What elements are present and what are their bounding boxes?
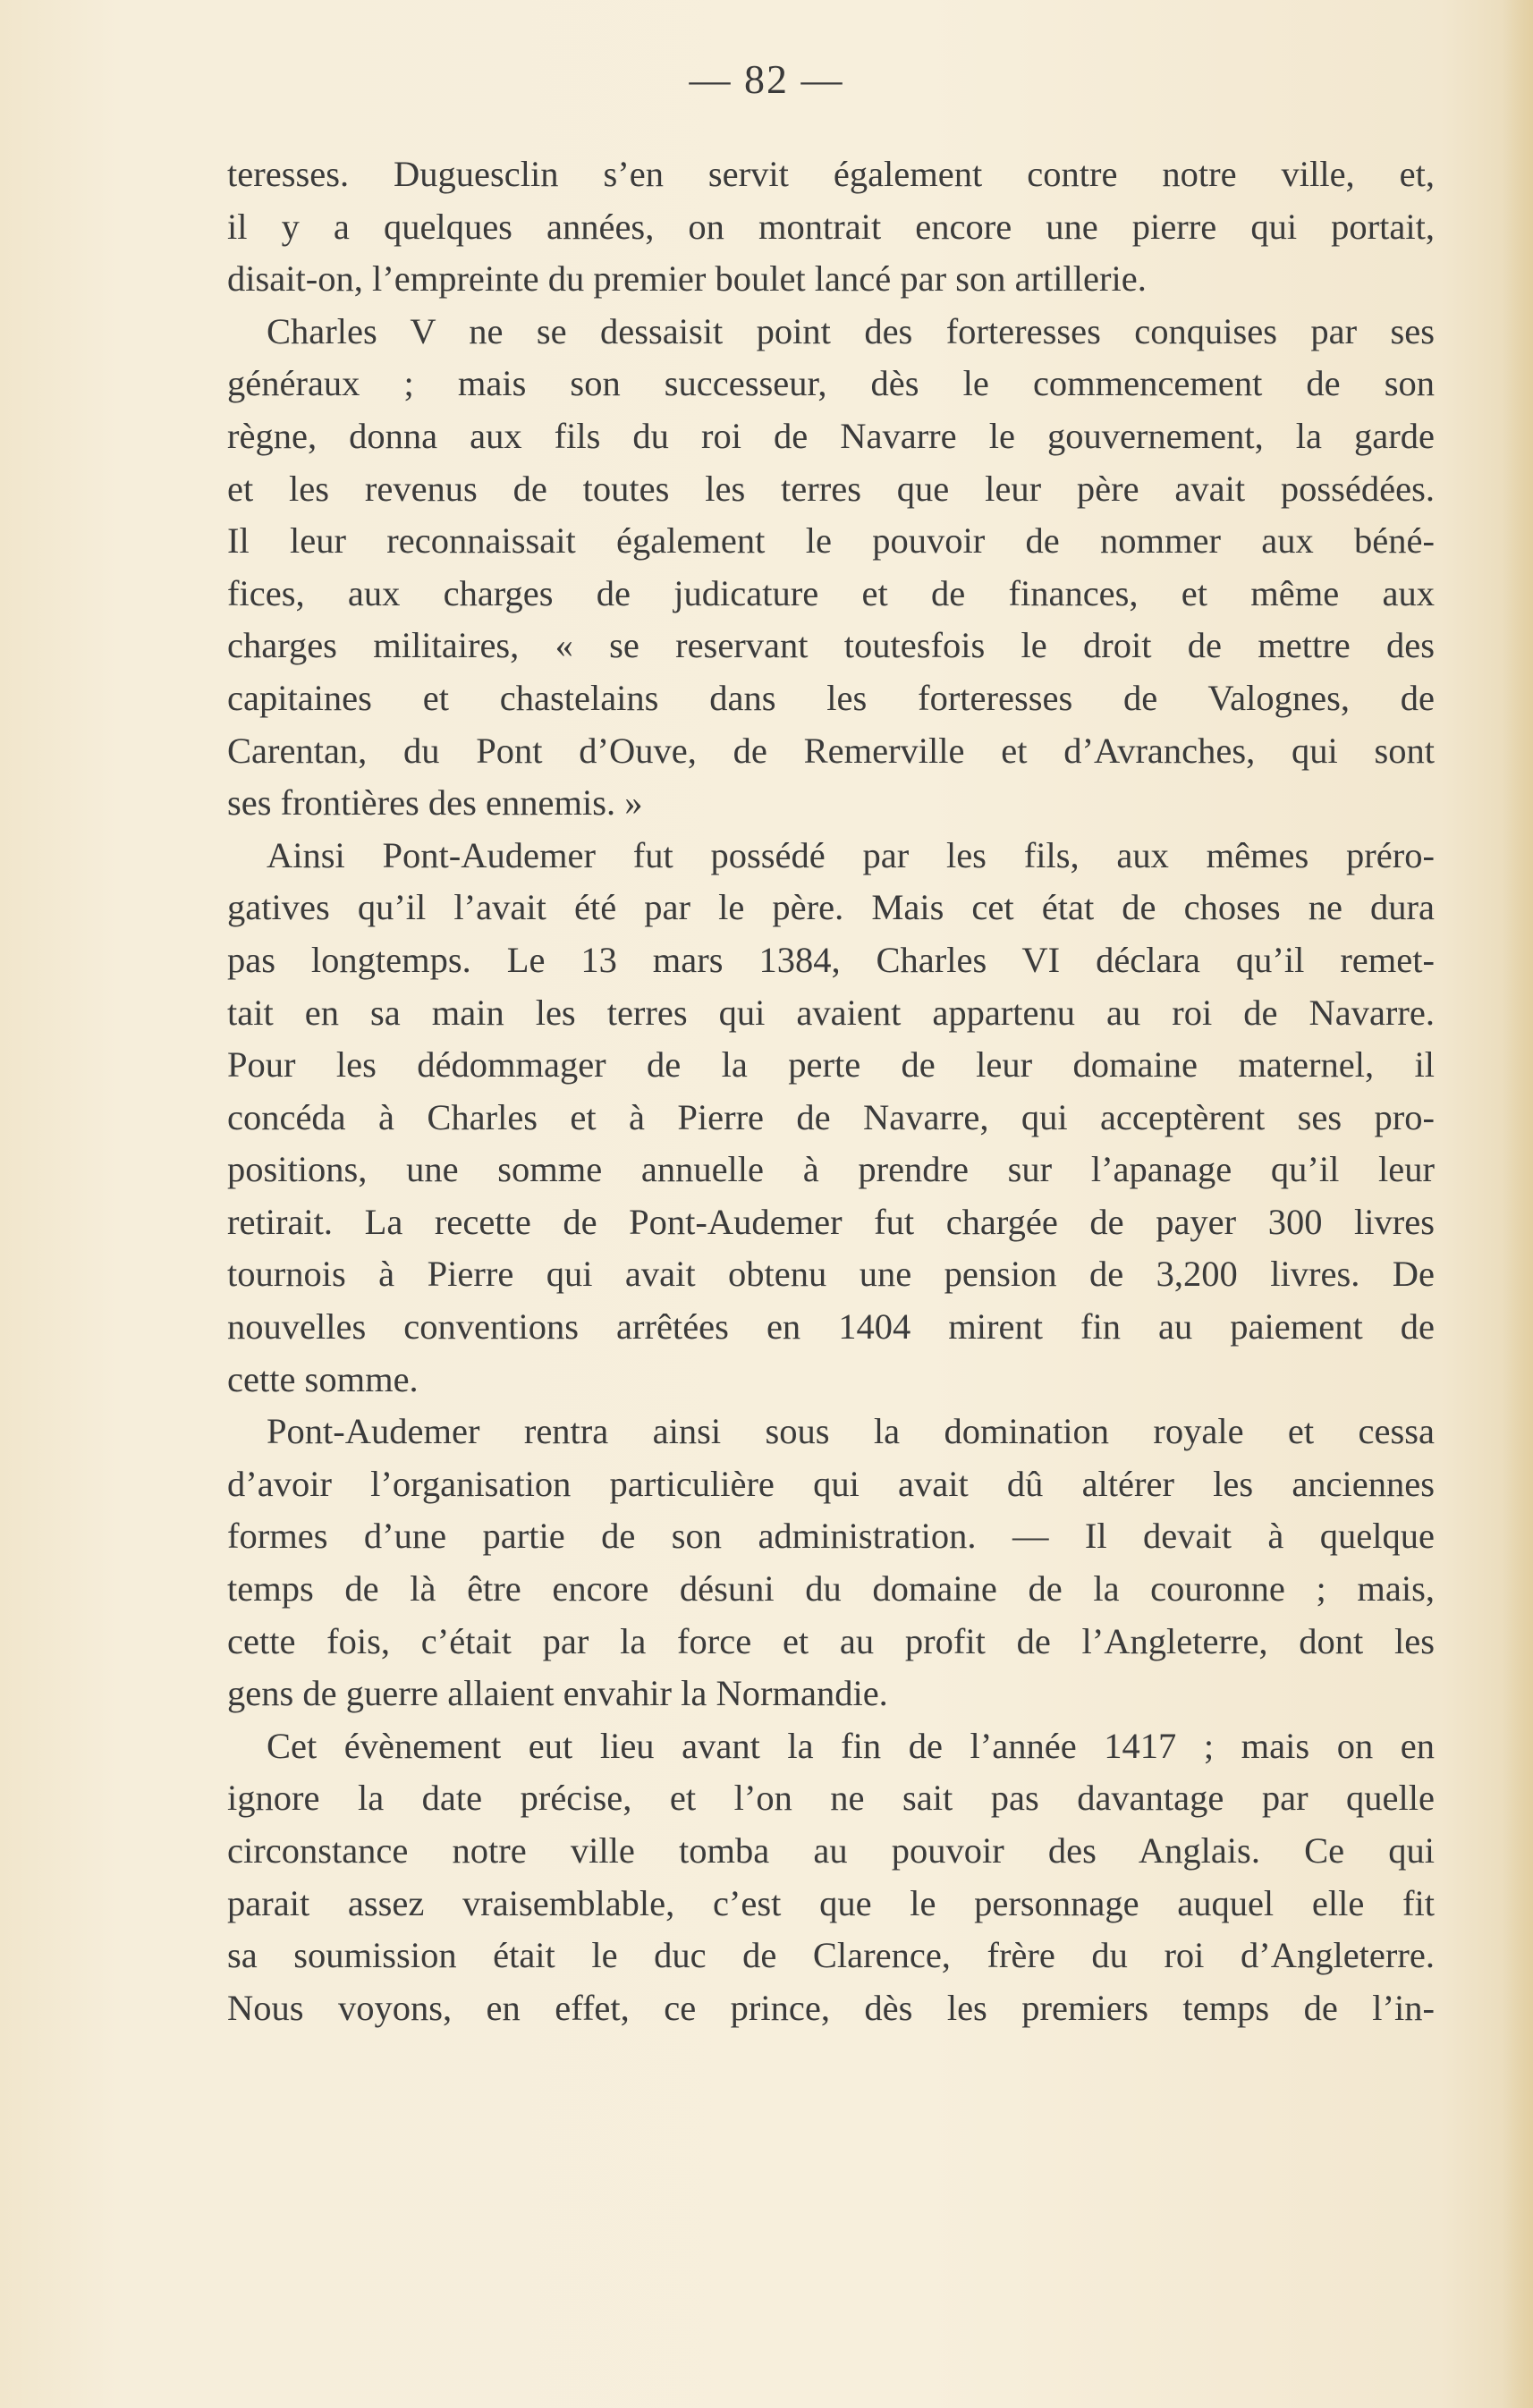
text-line: capitaines et chastelains dans les forteresses de Valognes, de — [227, 677, 1435, 718]
text-line: temps de là être encore désuni du domaine de la couronne ; mais, — [227, 1568, 1435, 1610]
text-line: positions, une somme annuelle à prendre sur l’apanage qu’il leur — [227, 1149, 1435, 1190]
paragraph — [227, 1720, 1435, 2035]
text-line: cette somme. — [227, 1358, 419, 1399]
text-line: gatives qu’il l’avait été par le père. Mais cet état de choses ne dura — [227, 887, 1435, 928]
text-line: Charles V ne se dessaisit point des forteresses conquises par ses — [267, 310, 1435, 351]
text-line: nouvelles conventions arrêtées en 1404 mirent fin au paiement de — [227, 1306, 1435, 1348]
text-line: disait-on, l’empreinte du premier boulet lancé par son artillerie. — [227, 258, 1147, 300]
paragraph — [227, 830, 1435, 1407]
text-line: Pont-Audemer rentra ainsi sous la domination royale et cessa — [267, 1411, 1435, 1452]
text-line: charges militaires, « se reservant toutesfois le droit de mettre des — [227, 625, 1435, 666]
text-line: parait assez vraisemblable, c’est que le personnage auquel elle fit — [227, 1882, 1435, 1923]
text-line: tournois à Pierre qui avait obtenu une pension de 3,200 livres. De — [227, 1254, 1435, 1295]
text-line: formes d’une partie de son administration. — Il devait à quelque — [227, 1516, 1435, 1557]
text-line: règne, donna aux fils du roi de Navarre le gouvernement, la garde — [227, 415, 1435, 456]
text-line: cette fois, c’était par la force et au profit de l’Angleterre, dont les — [227, 1620, 1435, 1661]
text-line: généraux ; mais son successeur, dès le commencement de son — [227, 363, 1435, 404]
text-line: Ainsi Pont-Audemer fut possédé par les fils, aux mêmes préro- — [267, 834, 1435, 875]
text-line: tait en sa main les terres qui avaient appartenu au roi de Navarre. — [227, 992, 1435, 1033]
paragraph — [227, 1406, 1435, 1720]
text-line: retirait. La recette de Pont-Audemer fut chargée de payer 300 livres — [227, 1201, 1435, 1242]
text-line: ignore la date précise, et l’on ne sait pas davantage par quelle — [227, 1778, 1435, 1819]
paragraph — [227, 306, 1435, 830]
text-line: pas longtemps. Le 13 mars 1384, Charles VI déclara qu’il remet- — [227, 939, 1435, 980]
text-line: ses frontières des ennemis. » — [227, 782, 643, 824]
text-line: Il leur reconnaissait également le pouvoir de nommer aux béné- — [227, 520, 1435, 562]
page-edge-shadow — [1503, 0, 1533, 2408]
text-line: fices, aux charges de judicature et de finances, et même aux — [227, 572, 1435, 613]
text-line: gens de guerre allaient envahir la Normandie. — [227, 1673, 888, 1714]
text-line: d’avoir l’organisation particulière qui avait dû altérer les anciennes — [227, 1463, 1435, 1504]
text-line: il y a quelques années, on montrait encore une pierre qui portait, — [227, 206, 1435, 247]
text-line: concéda à Charles et à Pierre de Navarre, qui acceptèrent ses pro- — [227, 1096, 1435, 1137]
paragraph — [227, 148, 1435, 306]
text-line: circonstance notre ville tomba au pouvoir des Anglais. Ce qui — [227, 1830, 1435, 1871]
page-number: — 82 — — [689, 56, 844, 102]
text-line: Nous voyons, en effet, ce prince, dès les premiers temps de l’in- — [227, 1987, 1435, 2028]
text-line: Carentan, du Pont d’Ouve, de Remerville et d’Avranches, qui sont — [227, 730, 1435, 771]
text-line: Pour les dédommager de la perte de leur domaine maternel, il — [227, 1044, 1435, 1086]
text-line: sa soumission était le duc de Clarence, frère du roi d’Angleterre. — [227, 1935, 1435, 1976]
text-line: Cet évènement eut lieu avant la fin de l’année 1417 ; mais on en — [267, 1725, 1435, 1766]
body-text — [227, 148, 1435, 2034]
text-line: teresses. Duguesclin s’en servit également contre notre ville, et, — [227, 154, 1435, 194]
text-line: et les revenus de toutes les terres que leur père avait possédées. — [227, 468, 1435, 509]
